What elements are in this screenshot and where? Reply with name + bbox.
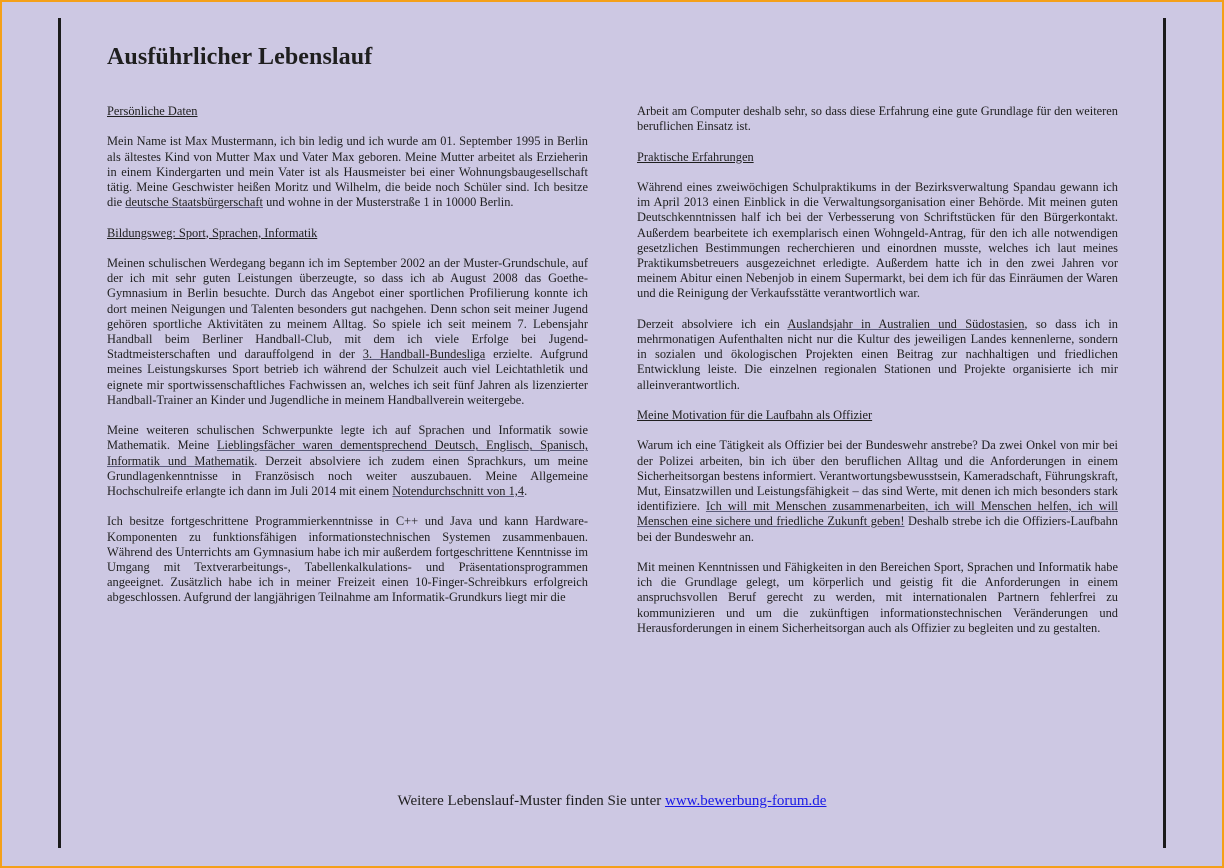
paragraph-abroad (637, 317, 1118, 393)
underlined-favorite-subjects: Lieblingsfächer waren dementsprechend Deutsch, Englisch, Spanisch, Informatik und Mathematik (107, 438, 588, 468)
document-title: Ausführlicher Lebenslauf (107, 44, 373, 70)
paragraph-education (107, 256, 588, 408)
text-run: erzielte. Aufgrund meines Leistungskurses Sport betrieb ich während der Schulzeit auch viel Leichtathletik und eignete mir sportwissenschaftliches Fachwissen an, welches ich seit fünf Jahren als lizenzierter Handball-Trainer an Kinder und Jugendliche in meinem Handballverein weitergebe. (107, 347, 588, 407)
paragraph-motivation (637, 438, 1118, 544)
paragraph-subjects (107, 423, 588, 499)
section-heading-personal: Persönliche Daten (107, 104, 198, 118)
section-heading-education: Bildungsweg: Sport, Sprachen, Informatik (107, 225, 318, 240)
underlined-abroad-year: Auslandsjahr in Australien und Südostasien (787, 316, 1025, 331)
footer (0, 793, 1224, 810)
text-run: Derzeit absolviere ich ein (637, 316, 788, 331)
paragraph-computer-continued: Arbeit am Computer deshalb sehr, so dass diese Erfahrung eine gute Grundlage für den weiteren beruflichen Einsatz ist. (637, 104, 1118, 134)
footer-link[interactable]: www.bewerbung-forum.de (664, 793, 827, 809)
paragraph-conclusion: Mit meinen Kenntnissen und Fähigkeiten in den Bereichen Sport, Sprachen und Informatik habe ich die Grundlage gelegt, um körperlich und geistig fit die Anforderungen in einem anspruchsvollen Beruf gerecht zu werden, mit internationalen Partnern fehlerfrei zu kommunizieren und um die zukünftigen informationstechnischen Veränderungen und Herausforderungen in einem Sicherheitsorgan auch als Offizier zu begleiten und zu gestalten. (637, 560, 1118, 635)
right-column (637, 104, 1118, 651)
paragraph-internship: Während eines zweiwöchigen Schulpraktikums in der Bezirksverwaltung Spandau gewann ich im April 2013 einen Einblick in die Verwaltungsorganisation einer Behörde. Mit meinen guten Deutschkenntnissen half ich bei der Verbesserung von Schriftstücken für den Bürgerkontakt. Außerdem bearbeitete ich exemplarisch einen Wohngeld-Antrag, für den ich alle notwendigen gesetzlichen Bestimmungen recherchieren und einordnen musste, welches ich laut meines Praktikumsbetreuers ausgezeichnet erledigte. Außerdem hatte ich in den zwei Jahren vor meinem Abitur einen Nebenjob in einem Supermarkt, bei dem ich für das Einräumen der Waren und die Reinigung der Verkaufsstätte verantwortlich war. (637, 179, 1118, 301)
text-run: . Derzeit absolviere ich zudem einen Sprachkurs, um meine Grundlagenkenntnisse in Französisch noch weiter auszubauen. Meine Allgemeine Hochschulreife erlangte ich dann im Juli 2014 mit einem (107, 453, 588, 499)
text-run: Warum ich eine Tätigkeit als Offizier bei der Bundeswehr anstrebe? Da zwei Onkel von mir bei der Polizei arbeiten, bin ich über den beruflichen Alltag und die Anforderungen in einem Sicherheitsorgan bestens informiert. Verantwortungsbewusstsein, Kameradschaft, Führungskraft, Mut, Einsatzwillen und Leistungsfähigkeit – das sind Werte, mit denen ich mich besonders stark identifiziere. (637, 438, 1118, 514)
text-run: Deshalb strebe ich die Offiziers-Laufbahn bei der Bundeswehr an. (637, 514, 1118, 544)
text-run: Mein Name ist Max Mustermann, ich bin ledig und ich wurde am 01. September 1995 in Berlin als ältestes Kind von Mutter Max und Vater Max geboren. Meine Mutter arbeitet als Erzieherin in einem Kindergarten und mein Vater ist als Hausmeister bei einer Wohnungsbaugesellschaft tätig. Meine Geschwister heißen Moritz und Wilhelm, die beide noch Schüler sind. Ich besitze die (107, 134, 588, 210)
underlined-bundesliga: 3. Handball-Bundesliga (362, 347, 486, 362)
left-column (107, 104, 588, 621)
underlined-grade-average: Notendurchschnitt von 1,4 (392, 484, 525, 499)
text-run: , so dass ich in mehrmonatigen Aufenthalten nicht nur die Kultur des jeweiligen Landes kennenlerne, sondern in sozialen und ökologischen Projekten einen Beitrag zur nachhaltigen und friedlichen Entwicklung leiste. Die einzelnen regionalen Stationen und Projekte organisierte ich mir alleinverantwortlich. (637, 316, 1118, 392)
paragraph-programming: Ich besitze fortgeschrittene Programmierkenntnisse in C++ und Java und kann Hardware-Komponenten zu funktionsfähigen informationstechnischen Systemen zusammenbauen. Während des Unterrichts am Gymnasium habe ich mir außerdem fortgeschrittene Kenntnisse im Umgang mit Textverarbeitungs-, Tabellenkalkulations- und Präsentationsprogrammen angeeignet. Zusätzlich habe ich in meiner Freizeit einen 10-Finger-Schreibkurs erfolgreich abgeschlossen. Aufgrund der langjährigen Teilnahme am Informatik-Grundkurs liegt mir die (107, 514, 588, 605)
underlined-citizenship: deutsche Staatsbürgerschaft (125, 195, 263, 210)
text-run: und wohne in der Musterstraße 1 in 10000 Berlin. (263, 195, 514, 210)
section-heading-motivation: Meine Motivation für die Laufbahn als Offizier (637, 408, 873, 422)
left-margin-line (58, 18, 61, 848)
paragraph-personal (107, 134, 588, 210)
text-run: Meinen schulischen Werdegang begann ich im September 2002 an der Muster-Grundschule, auf der ich mit sehr guten Leistungen überzeugte, so dass ich ab August 2008 das Goethe-Gymnasium in Berlin besuchte. Durch das Angebot einer sportlichen Profilierung konnte ich dort meinen Neigungen und Talenten besonders gut nachgehen. Denn schon seit meiner Jugend gehören sportliche Aktivitäten zu meinem Alltag. So spiele ich seit meinem 7. Lebensjahr Handball beim Berliner Handball-Club, mit dem ich viele Erfolge bei Jugend-Stadtmeisterschaften und darauffolgend in der (107, 255, 588, 362)
right-margin-line (1163, 18, 1166, 848)
section-heading-practical: Praktische Erfahrungen (637, 149, 754, 164)
footer-text: Weitere Lebenslauf-Muster finden Sie unter (397, 793, 665, 809)
underlined-motivation-quote: Ich will mit Menschen zusammenarbeiten, ich will Menschen helfen, ich will Menschen eine sichere und friedliche Zukunft geben! (637, 499, 1118, 529)
text-run: . (524, 484, 528, 499)
text-run: Meine weiteren schulischen Schwerpunkte legte ich auf Sprachen und Informatik sowie Mathematik. Meine (107, 423, 588, 453)
